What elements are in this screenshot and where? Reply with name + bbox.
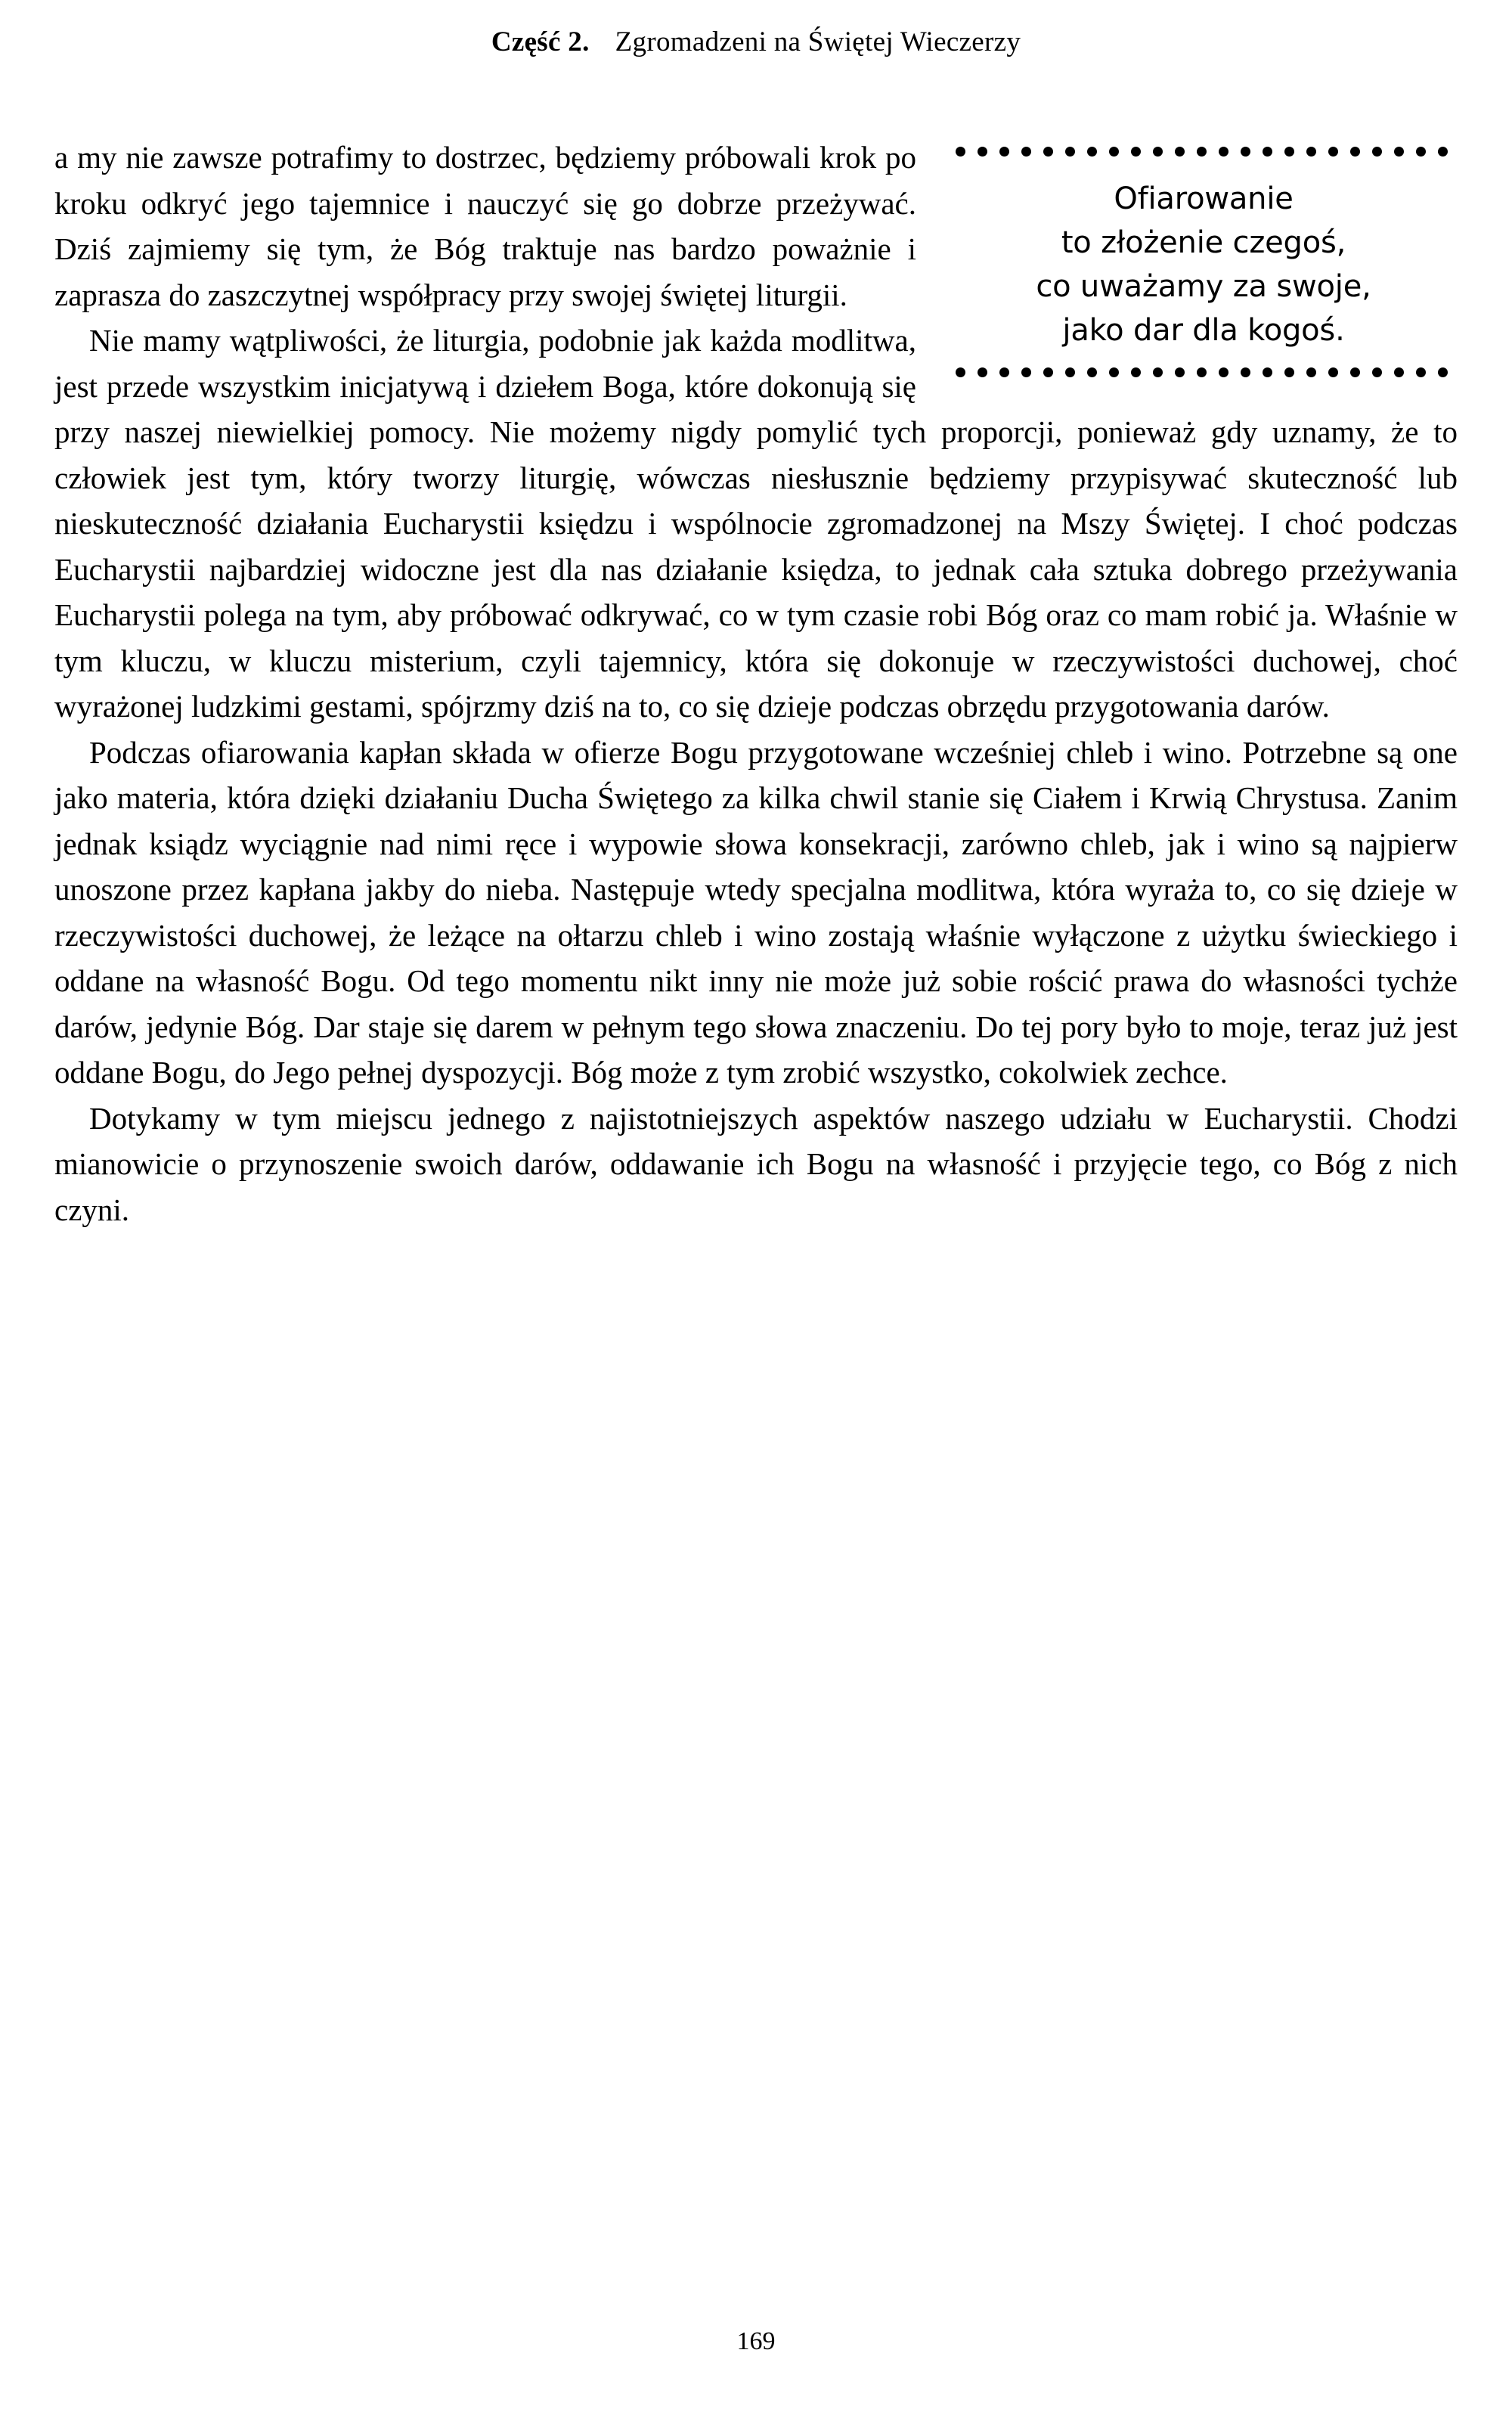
pull-quote-line-4: jako dar dla kogoś. [1062,313,1345,348]
rule-dot [1021,367,1031,377]
running-head [0,26,1512,58]
rule-dot [1043,367,1053,377]
rule-dot [1241,367,1250,377]
rule-dot [1284,147,1294,157]
rule-dot [1219,147,1228,157]
rule-dot [1043,147,1053,157]
rule-dot [1416,147,1426,157]
pull-quote-line-2: to złożenie czegoś, [1061,225,1346,260]
rule-dot [978,147,987,157]
running-head-chapter-title: Zgromadzeni na Świętej Wieczerzy [615,26,1021,57]
rule-dot [1328,367,1338,377]
rule-dot [1109,147,1119,157]
rule-dot [956,147,965,157]
rule-dot [1372,367,1382,377]
rule-dot [1438,367,1448,377]
rule-dot [1175,367,1185,377]
rule-dot [1087,367,1097,377]
rule-dot [999,367,1009,377]
body-text-area [54,135,1458,1232]
running-head-part-label: Część 2. [491,26,590,57]
rule-dot [1065,367,1075,377]
paragraph-dotykamy: Dotykamy w tym miejscu jednego z najistotniejszych aspektów naszego udziału w Eucharystii. Chodzi mianowicie o przynoszenie swoich darów, oddawanie ich Bogu na własność i przyjęcie tego, co Bóg z nich czyni. [54,1100,1458,1227]
pull-quote-callout [950,142,1458,381]
pull-quote-line-1: Ofiarowanie [1114,181,1294,216]
rule-dot [1350,367,1360,377]
rule-dot [1021,147,1031,157]
rule-dot [1394,147,1404,157]
rule-dot [1306,147,1316,157]
rule-dot [1065,147,1075,157]
rule-dot [1438,147,1448,157]
rule-dot [999,147,1009,157]
rule-dot [1241,147,1250,157]
rule-dot [956,367,965,377]
rule-dot [1372,147,1382,157]
rule-dot [1219,367,1228,377]
rule-dot [1087,147,1097,157]
page-number: 169 [736,2327,776,2355]
rule-dot [978,367,987,377]
rule-dot [1394,367,1404,377]
dotted-rule-bottom [950,363,1458,381]
pull-quote-line-3: co uważamy za swoje, [1036,269,1371,304]
rule-dot [1153,147,1163,157]
rule-dot [1284,367,1294,377]
rule-dot [1416,367,1426,377]
rule-dot [1263,367,1272,377]
paragraph-liturgia: Nie mamy wątpliwości, że liturgia, podobnie jak każda modlitwa, jest przede wszystkim inicjatywą i dziełem Boga, które dokonują się przy naszej niewielkiej pomocy. Nie możemy nigdy pomylić tych proporcji, ponieważ gdy uznamy, że to człowiek jest tym, który tworzy liturgię, wówczas niesłusznie będziemy przypisywać skuteczność lub nieskuteczność działania Eucharystii księdzu i wspólnocie zgromadzonej na Mszy Świętej. I choć podczas Eucharystii najbardziej widoczne jest dla nas działanie księdza, to jednak cała sztuka dobrego przeżywania Eucharystii polega na tym, aby próbować odkrywać, co w tym czasie robi Bóg oraz co mam robić ja. Właśnie w tym kluczu, w kluczu misterium, czyli tajemnicy, która się dokonuje w rzeczywistości duchowej, choć wyrażonej ludzkimi gestami, spójrzmy dziś na to, co się dzieje podczas obrzędu przygotowania darów. [54,323,1458,724]
rule-dot [1263,147,1272,157]
rule-dot [1197,367,1207,377]
rule-dot [1350,147,1360,157]
pull-quote-text [950,160,1458,363]
rule-dot [1328,147,1338,157]
rule-dot [1197,147,1207,157]
rule-dot [1131,147,1141,157]
paragraph-continuation: a my nie zawsze potrafimy to dostrzec, będziemy próbowali krok po kroku odkryć jego tajemnice i nauczyć się go dobrze przeżywać. Dziś zajmiemy się tym, że Bóg traktuje nas bardzo poważnie i zaprasza do zaszczytnej współpracy przy swojej świętej liturgii. [54,140,916,312]
rule-dot [1175,147,1185,157]
paragraph-ofiarowanie: Podczas ofiarowania kapłan składa w ofierze Bogu przygotowane wcześniej chleb i wino. Potrzebne są one jako materia, która dzięki działaniu Ducha Świętego za kilka chwil stanie się Ciałem i Krwią Chrystusa. Zanim jednak ksiądz wyciągnie nad nimi ręce i wypowie słowa konsekracji, zarówno chleb, jak i wino są najpierw unoszone przez kapłana jakby do nieba. Następuje wtedy specjalna modlitwa, która wyraża to, co się dzieje w rzeczywistości duchowej, że leżące na ołtarzu chleb i wino zostają właśnie wyłączone z użytku świeckiego i oddane na własność Bogu. Od tego momentu nikt inny nie może już sobie rościć prawa do własności tychże darów, jedynie Bóg. Dar staje się darem w pełnym tego słowa znaczeniu. Do tej pory było to moje, teraz już jest oddane Bogu, do Jego pełnej dyspozycji. Bóg może z tym zrobić wszystko, cokolwiek zechce. [54,734,1458,1090]
rule-dot [1153,367,1163,377]
rule-dot [1131,367,1141,377]
dotted-rule-top [950,142,1458,160]
rule-dot [1109,367,1119,377]
rule-dot [1306,367,1316,377]
